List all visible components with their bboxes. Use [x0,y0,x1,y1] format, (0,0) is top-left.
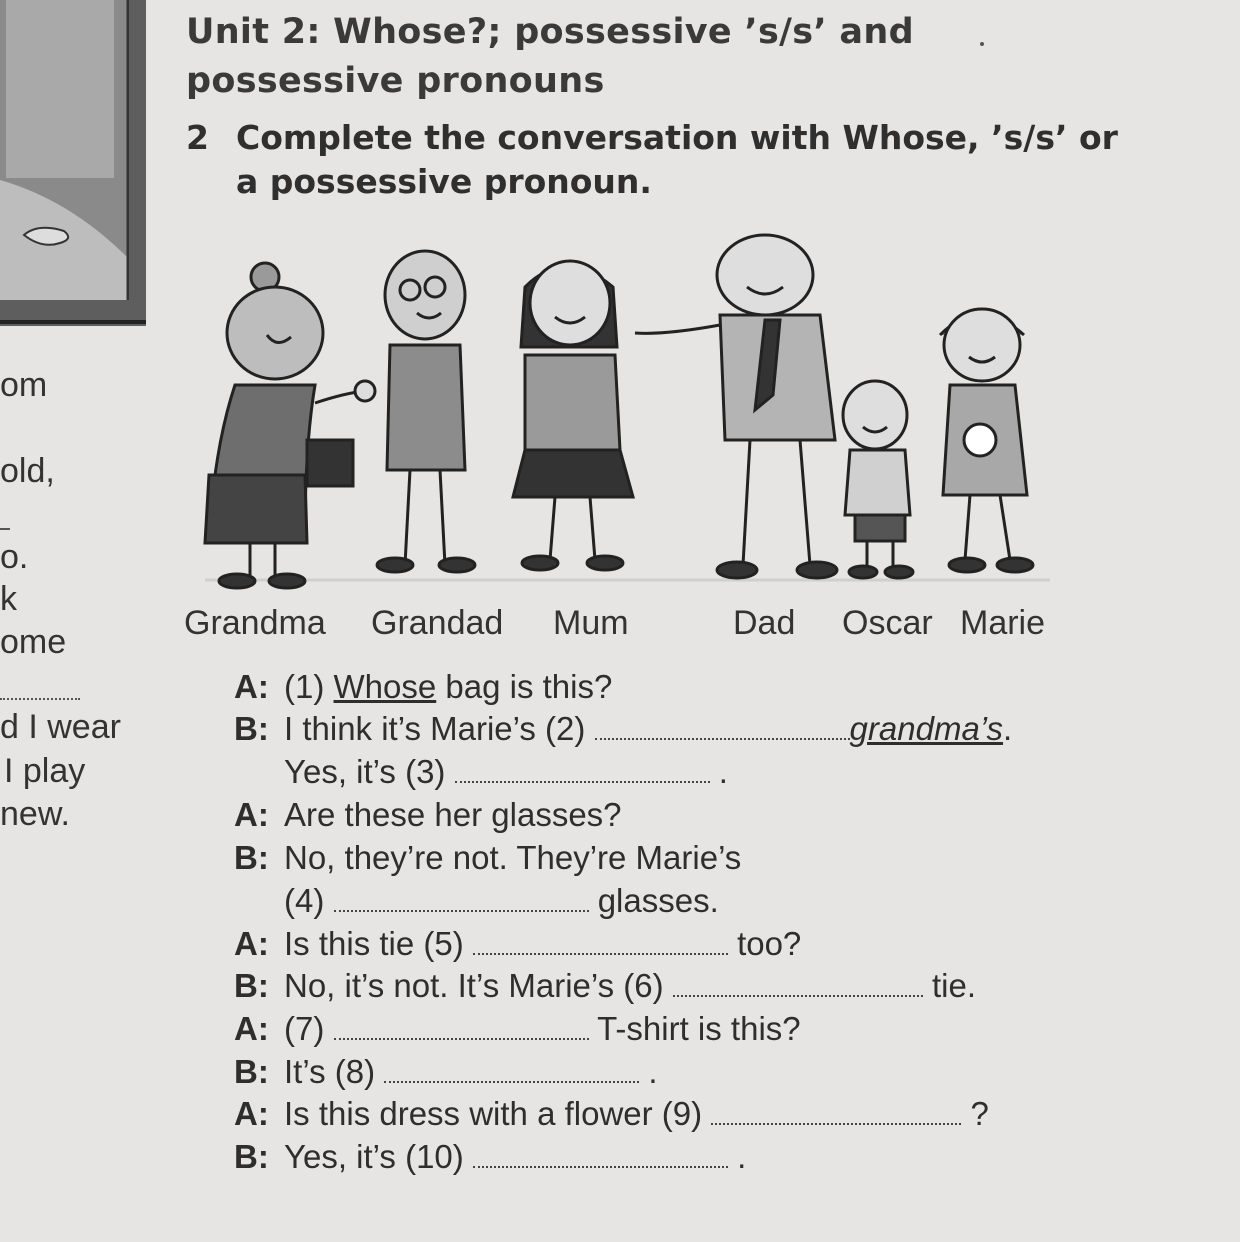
label-marie: Marie [960,604,1046,642]
left-fragment: ome [0,623,67,661]
left-fragment: om [0,366,48,404]
line-text: Is this dress with a flower (9) [284,1095,703,1132]
line-text: Yes, it’s (10) [284,1138,464,1175]
conversation-line-11 [234,1095,989,1133]
answer-blank-4[interactable] [334,884,589,912]
instruction-line2: a possessive pronoun. [236,162,652,201]
marie-figure [940,309,1033,572]
line-text: Yes, it’s (3) [284,753,446,790]
speaker-a: A: [234,925,269,962]
speaker-b: B: [234,710,269,747]
line-text: Is this tie (5) [284,925,464,962]
line-text: bag is this? [445,668,613,705]
conversation-line-8 [234,967,976,1005]
label-mum: Mum [553,604,629,642]
conversation-line-12 [234,1138,746,1176]
speaker-a: A: [234,796,269,833]
left-fragment: I play [4,752,86,790]
left-fragment: d I wear [0,708,121,746]
conversation-line-6 [284,882,719,920]
exercise-number: 2 [186,118,209,157]
line-text: ? [970,1095,989,1132]
conversation-line-2 [234,710,1012,748]
left-fragment: k [0,580,17,618]
answer-blank-6[interactable] [673,969,923,997]
line-text: tie. [931,967,977,1004]
left-dotted-line [0,698,80,700]
answer-blank-3[interactable] [455,755,710,783]
answer-blank-10[interactable] [473,1140,728,1168]
speaker-a: A: [234,1095,269,1132]
grandad-figure [377,251,475,572]
family-illustration [195,225,1065,595]
speaker-a: A: [234,668,269,705]
mum-figure [513,261,633,570]
line-text: It’s (8) [284,1053,376,1090]
example-answer-1: Whose [333,668,437,705]
line-text: (4) [284,882,325,919]
line-text: (7) [284,1010,325,1047]
answer-blank-5[interactable] [473,927,728,955]
answer-blank-7[interactable] [334,1012,589,1040]
line-text: No, they’re not. They’re Marie’s [284,839,742,876]
label-grandad: Grandad [371,604,504,642]
line-text: . [648,1053,658,1090]
label-dad: Dad [733,604,796,642]
answer-blank-2[interactable] [595,712,850,740]
speaker-b: B: [234,839,269,876]
line-text: . [1003,710,1013,747]
speaker-b: B: [234,967,269,1004]
line-text: too? [737,925,802,962]
grandma-figure [205,263,375,588]
left-fragment: old, [0,452,55,490]
dad-figure [635,235,837,578]
left-fragment: o. [0,538,29,576]
line-text: glasses. [597,882,719,919]
line-text: . [737,1138,747,1175]
conversation-line-5 [234,839,741,877]
oscar-figure [843,381,913,578]
unit-title-line1: Unit 2: Whose?; possessive ’s/s’ and [186,12,914,52]
line-text: No, it’s not. It’s Marie’s (6) [284,967,664,1004]
line-text: (1) [284,668,325,705]
left-page-illustration [0,0,146,326]
conversation-line-1 [234,668,612,706]
line-text: . [718,753,728,790]
instruction-line1: Complete the conversation with Whose, ’s/s’ or [236,118,1118,157]
speaker-a: A: [234,1010,269,1047]
page-speck [980,42,984,46]
conversation-line-4 [234,796,622,834]
line-text: Are these her glasses? [284,796,622,833]
line-text: I think it’s Marie’s (2) [284,710,586,747]
conversation-line-3 [284,753,728,791]
speaker-b: B: [234,1053,269,1090]
left-divider [0,528,10,530]
left-fragment: new. [0,795,70,833]
label-oscar: Oscar [842,604,933,642]
line-text: T-shirt is this? [597,1010,801,1047]
answer-blank-9[interactable] [711,1097,961,1125]
answer-blank-8[interactable] [384,1055,639,1083]
handwritten-answer-2: grandma’s [849,710,1004,747]
label-grandma: Grandma [184,604,326,642]
conversation-line-7 [234,925,801,963]
conversation-line-10 [234,1053,658,1091]
speaker-b: B: [234,1138,269,1175]
unit-title-line2: possessive pronouns [186,61,605,101]
conversation-line-9 [234,1010,801,1048]
